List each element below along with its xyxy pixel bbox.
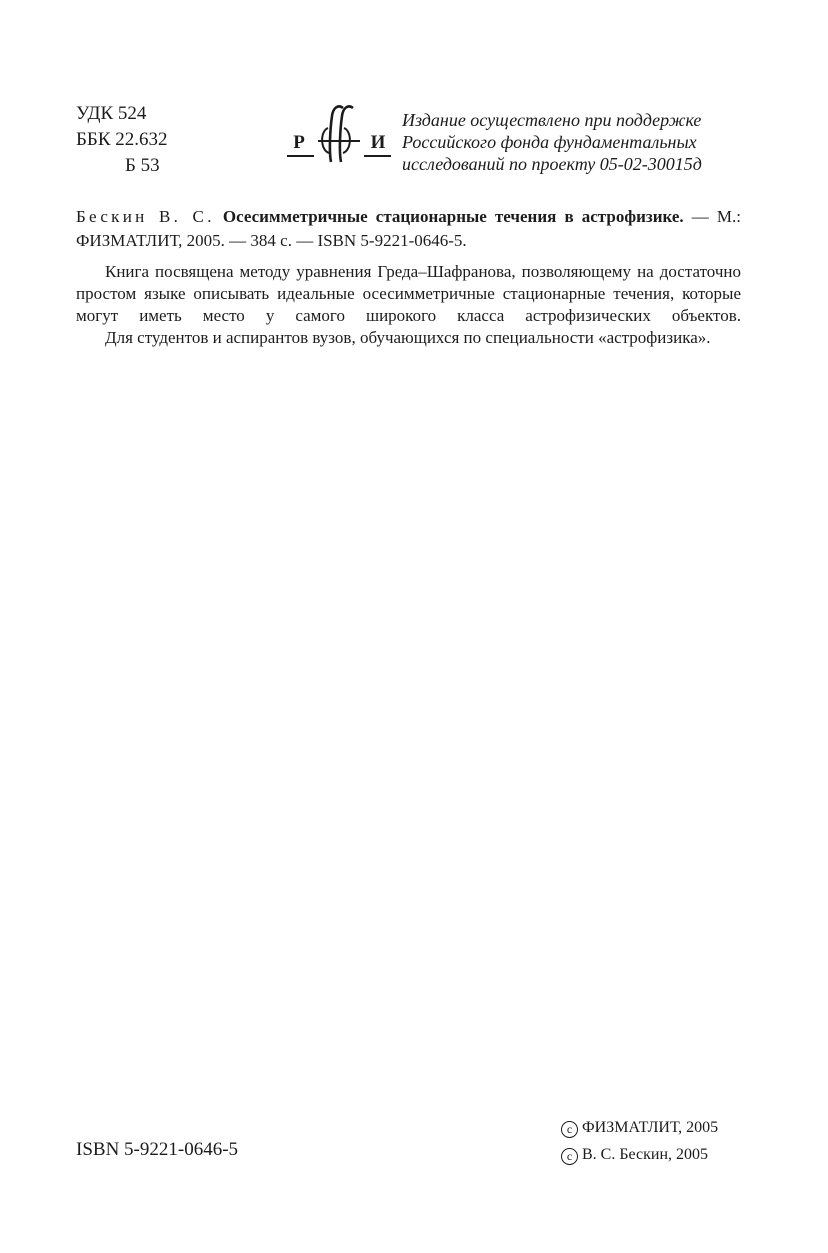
funding-note [402, 109, 742, 175]
author-sign-code: Б 53 [125, 155, 160, 176]
copyright-line-author [561, 1141, 718, 1168]
logo-letter-i: И [370, 132, 386, 153]
citation-details: — М.: ФИЗМАТЛИТ, 2005. — 384 с. — ISBN 5-9221-0646-5. [76, 207, 742, 250]
funding-line-1: Издание осуществлено при поддержке [402, 110, 702, 130]
copyright-icon: c [561, 1148, 578, 1165]
copyright-line-publisher [561, 1114, 718, 1141]
isbn-number: ISBN 5-9221-0646-5 [76, 1139, 239, 1160]
funding-line-3: исследований по проекту 05-02-30015д [402, 154, 702, 174]
citation-author: Бескин В. С. [76, 207, 215, 226]
logo-letter-r: Р [293, 132, 305, 153]
bbk-code: ББК 22.632 [76, 129, 168, 150]
citation-title: Осесимметричные стационарные течения в астрофизике. [222, 207, 684, 226]
copyright-block [561, 1114, 718, 1168]
book-abstract [76, 261, 741, 349]
audience-paragraph: Для студентов и аспирантов вузов, обучающихся по специальности «астрофизика». [105, 328, 711, 347]
bibliographic-citation [76, 205, 741, 253]
abstract-paragraph: Книга посвящена методу уравнения Греда–Шафранова, позволяющему на достаточно простом языке описывать идеальные осесимметричные стационарные течения, которые могут иметь место у самого широкого класса астрофизических объектов. [76, 262, 741, 325]
funding-line-2: Российского фонда фундаментальных [402, 132, 697, 152]
classification-block [76, 101, 168, 179]
rffi-logo [284, 100, 394, 166]
copyright-icon: c [561, 1121, 578, 1138]
udk-code: УДК 524 [76, 103, 147, 124]
copyright-publisher: ФИЗМАТЛИТ, 2005 [582, 1119, 719, 1136]
copyright-author: В. С. Бескин, 2005 [582, 1146, 709, 1163]
